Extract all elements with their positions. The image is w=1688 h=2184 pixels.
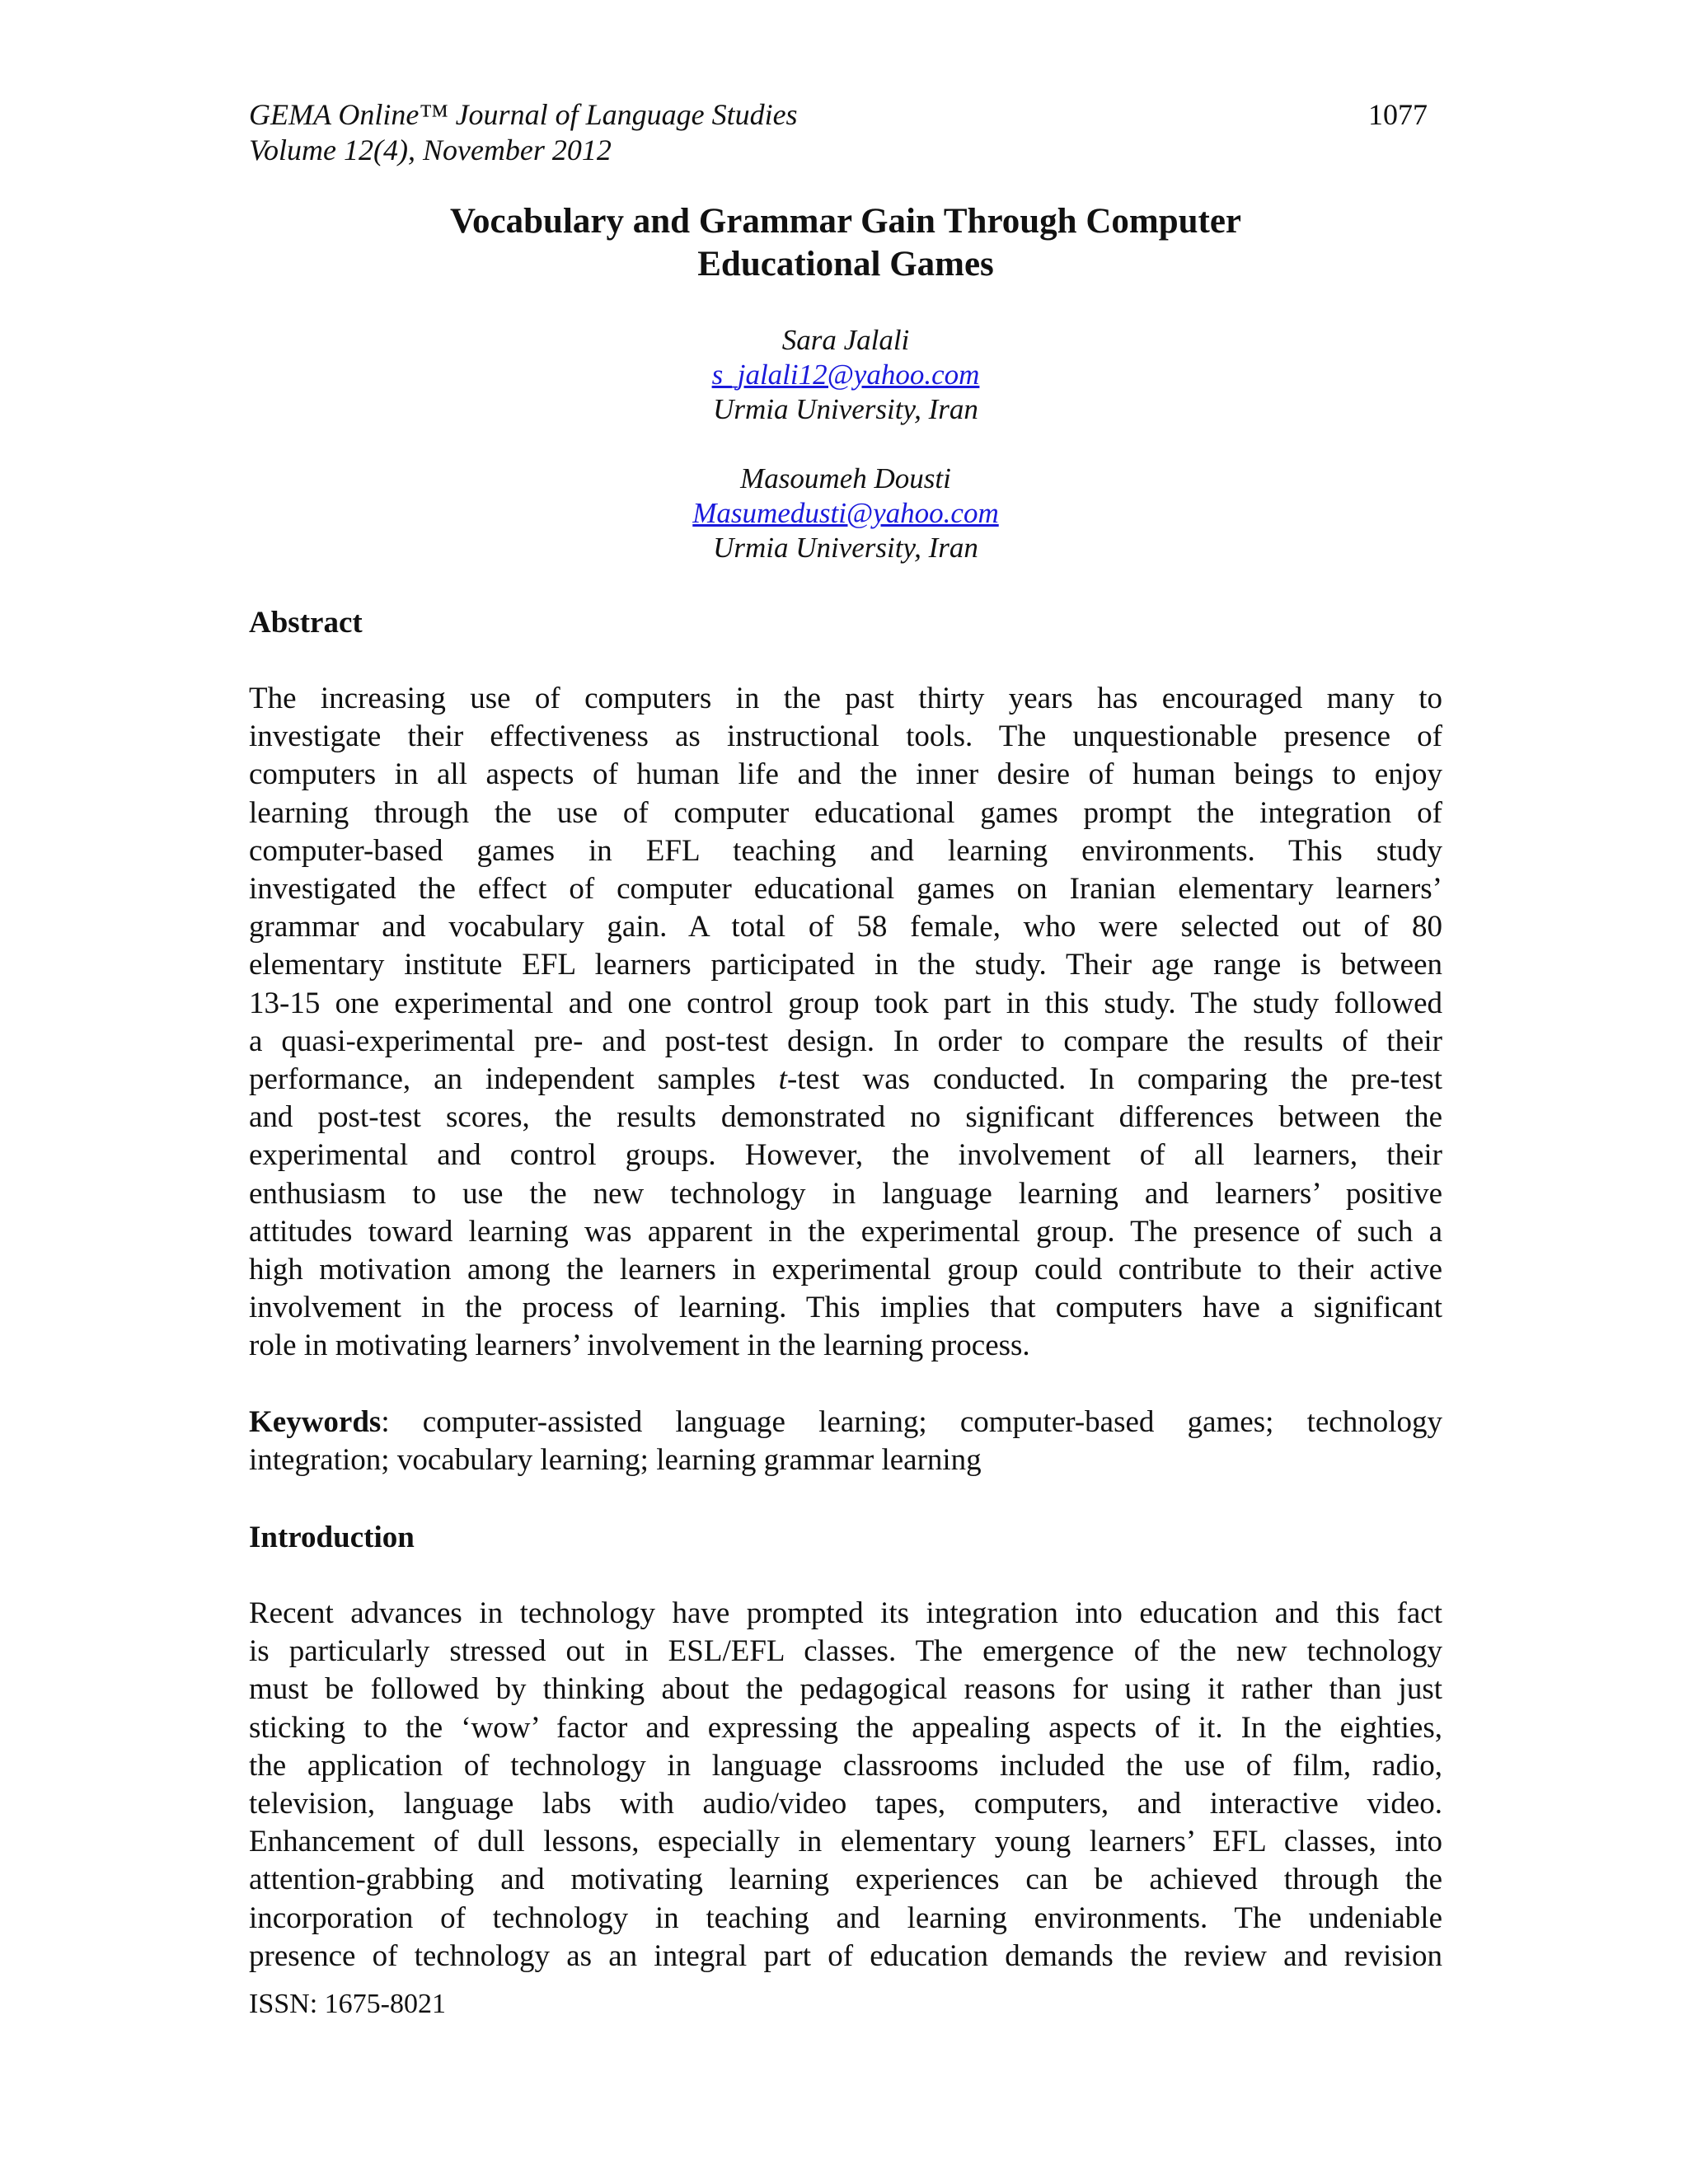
intro-line: the application of technology in language classrooms included the use of film, radio, bbox=[249, 1748, 1442, 1783]
journal-name: GEMA Online™ Journal of Language Studies bbox=[249, 98, 798, 131]
intro-line: incorporation of technology in teaching and learning environments. The undeniable bbox=[249, 1900, 1442, 1935]
introduction-body bbox=[249, 1595, 1442, 1975]
author-2 bbox=[249, 462, 1442, 565]
abstract-line: and post-test scores, the results demonstrated no significant differences between the bbox=[249, 1100, 1442, 1135]
intro-line: television, language labs with audio/video tapes, computers, and interactive video. bbox=[249, 1787, 1442, 1821]
abstract-body bbox=[249, 680, 1442, 1366]
abstract-line: computers in all aspects of human life and the inner desire of human beings to enjoy bbox=[249, 757, 1442, 792]
keywords-block bbox=[249, 1404, 1442, 1479]
abstract-line: elementary institute EFL learners participated in the study. Their age range is between bbox=[249, 948, 1442, 982]
intro-line: Enhancement of dull lessons, especially in elementary young learners’ EFL classes, into bbox=[249, 1825, 1442, 1859]
author-affiliation: Urmia University, Iran bbox=[713, 393, 978, 425]
author-email-link[interactable]: s_jalali12@yahoo.com bbox=[711, 359, 980, 391]
abstract-line: grammar and vocabulary gain. A total of 58 female, who were selected out of 80 bbox=[249, 910, 1442, 944]
abstract-line: high motivation among the learners in experimental group could contribute to their active bbox=[249, 1253, 1442, 1287]
running-header bbox=[249, 97, 1442, 168]
abstract-line: 13-15 one experimental and one control group took part in this study. The study followed bbox=[249, 986, 1442, 1020]
author-email-link[interactable]: Masumedusti@yahoo.com bbox=[692, 497, 999, 529]
title-line-2: Educational Games bbox=[697, 245, 994, 284]
abstract-line: role in motivating learners’ involvement in the learning process. bbox=[249, 1329, 1030, 1363]
author-name: Masoumeh Dousti bbox=[740, 462, 951, 494]
intro-line: must be followed by thinking about the pedagogical reasons for using it rather than just bbox=[249, 1672, 1442, 1707]
keywords-line bbox=[249, 1404, 1442, 1441]
author-name: Sara Jalali bbox=[781, 324, 910, 356]
page-number: 1077 bbox=[1368, 98, 1428, 131]
author-affiliation: Urmia University, Iran bbox=[713, 532, 978, 564]
author-list bbox=[249, 323, 1442, 600]
intro-line: sticking to the ‘wow’ factor and expressing the appealing aspects of it. In the eighties, bbox=[249, 1710, 1442, 1745]
abstract-line: The increasing use of computers in the past thirty years has encouraged many to bbox=[249, 682, 1442, 715]
title-line-1: Vocabulary and Grammar Gain Through Computer bbox=[449, 202, 1242, 241]
intro-line: presence of technology as an integral part of education demands the review and revision bbox=[249, 1938, 1442, 1973]
abstract-line: investigated the effect of computer educational games on Iranian elementary learners’ bbox=[249, 872, 1442, 907]
introduction-heading: Introduction bbox=[249, 1521, 415, 1554]
journal-volume: Volume 12(4), November 2012 bbox=[249, 134, 612, 166]
intro-line: Recent advances in technology have prompted its integration into education and this fact bbox=[249, 1596, 1442, 1630]
paper-title bbox=[249, 200, 1442, 286]
abstract-line: investigate their effectiveness as instructional tools. The unquestionable presence of bbox=[249, 719, 1442, 754]
keywords-label: Keywords bbox=[249, 1405, 382, 1439]
keywords-line: integration; vocabulary learning; learning grammar learning bbox=[249, 1443, 982, 1478]
abstract-line: a quasi-experimental pre- and post-test design. In order to compare the results of their bbox=[249, 1024, 1442, 1058]
abstract-heading: Abstract bbox=[249, 606, 363, 640]
abstract-line: computer-based games in EFL teaching and learning environments. This study bbox=[249, 833, 1442, 868]
intro-line: attention-grabbing and motivating learning experiences can be achieved through the bbox=[249, 1863, 1442, 1897]
abstract-line: involvement in the process of learning. This implies that computers have a significant bbox=[249, 1291, 1442, 1325]
abstract-line: learning through the use of computer educational games prompt the integration of bbox=[249, 795, 1442, 830]
abstract-line: enthusiasm to use the new technology in language learning and learners’ positive bbox=[249, 1176, 1442, 1211]
keywords-text: : computer-assisted language learning; computer-based games; technology bbox=[381, 1405, 1442, 1439]
intro-line: is particularly stressed out in ESL/EFL classes. The emergence of the new technology bbox=[249, 1634, 1442, 1669]
abstract-line: performance, an independent samples t-test was conducted. In comparing the pre-test bbox=[249, 1062, 1442, 1097]
abstract-line: attitudes toward learning was apparent in the experimental group. The presence of such a bbox=[249, 1214, 1442, 1249]
issn-footer: ISSN: 1675-8021 bbox=[249, 1989, 446, 2019]
abstract-line: experimental and control groups. However, the involvement of all learners, their bbox=[249, 1138, 1442, 1173]
author-1 bbox=[249, 323, 1442, 427]
